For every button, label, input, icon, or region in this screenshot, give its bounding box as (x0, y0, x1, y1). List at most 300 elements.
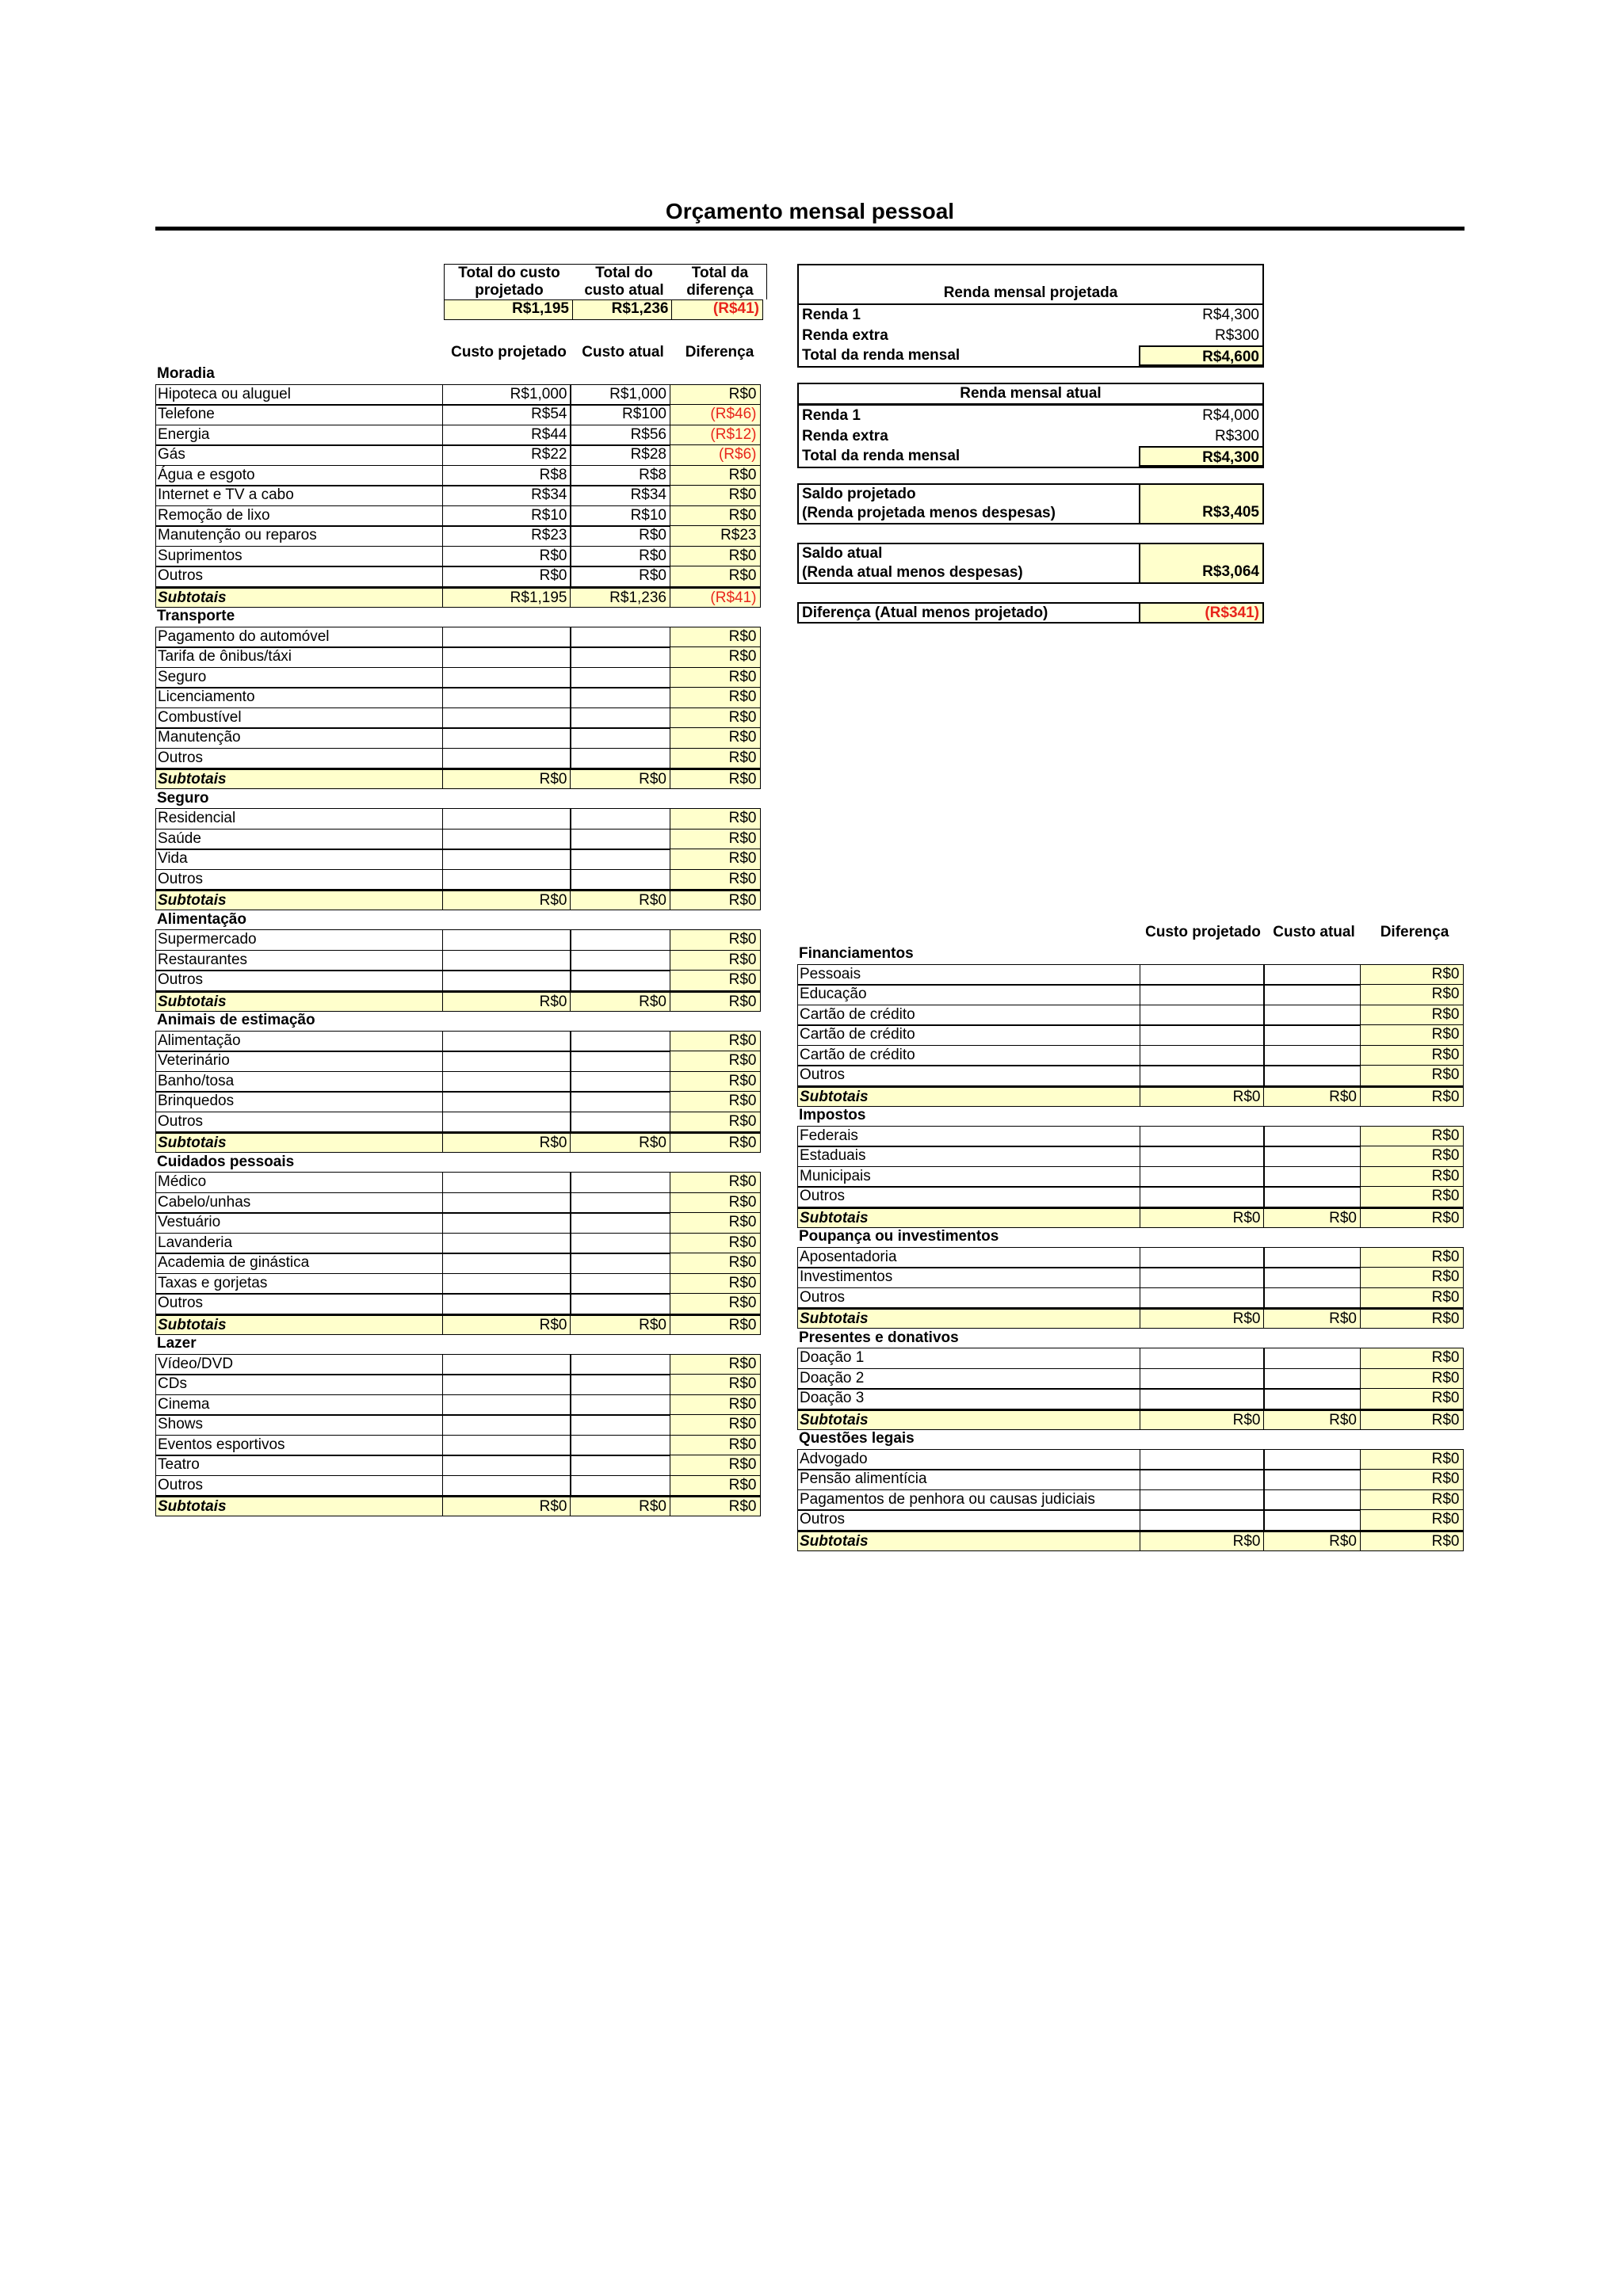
row-label: Doação 3 (797, 1388, 1140, 1409)
projected-cost-cell[interactable] (1140, 1146, 1265, 1167)
difference-cell[interactable]: R$0 (1360, 1065, 1464, 1086)
subtotal-difference[interactable]: R$0 (1360, 1409, 1464, 1430)
projected-cost-cell[interactable] (1140, 1469, 1265, 1490)
subtotal-actual[interactable]: R$0 (1263, 1207, 1361, 1228)
subtotal-actual[interactable]: R$0 (1263, 1307, 1361, 1329)
actual-cost-cell[interactable]: R$28 (570, 444, 670, 466)
difference-cell[interactable]: R$0 (1360, 1045, 1464, 1066)
actual-cost-cell[interactable] (570, 1475, 670, 1497)
projected-cost-cell[interactable] (1140, 1126, 1265, 1147)
actual-cost-cell[interactable] (1263, 1469, 1361, 1490)
difference-cell[interactable]: R$0 (670, 1273, 761, 1295)
actual-balance-value[interactable]: R$3,064 (1139, 544, 1262, 582)
actual-cost-cell[interactable] (1263, 1267, 1361, 1288)
projected-cost-cell[interactable] (442, 1172, 571, 1193)
row-label: Suprimentos (155, 546, 443, 567)
projected-cost-cell[interactable] (442, 1455, 571, 1476)
actual-cost-cell[interactable] (1263, 1388, 1361, 1409)
difference-cell[interactable]: R$0 (670, 1172, 761, 1193)
actual-cost-cell[interactable] (570, 970, 670, 991)
actual-cost-cell[interactable] (570, 667, 670, 688)
header-actual: Custo atual (1273, 924, 1355, 940)
row-label: Outros (797, 1065, 1140, 1086)
actual-cost-cell[interactable] (1263, 1247, 1361, 1268)
income-total-label: Total da renda mensal (802, 347, 960, 364)
subtotal-actual[interactable]: R$0 (570, 1131, 670, 1153)
difference-cell[interactable]: R$0 (1360, 1469, 1464, 1490)
table-row (797, 984, 1462, 1005)
subtotal-row (155, 768, 759, 788)
difference-cell[interactable]: R$0 (1360, 1388, 1464, 1409)
actual-cost-cell[interactable] (570, 687, 670, 708)
subtotal-projected[interactable]: R$0 (1140, 1409, 1265, 1430)
actual-cost-cell[interactable] (1263, 1287, 1361, 1309)
actual-cost-cell[interactable] (570, 1172, 670, 1193)
difference-cell[interactable]: R$0 (670, 727, 761, 749)
projected-cost-cell[interactable] (442, 1414, 571, 1436)
row-label: Restaurantes (155, 950, 443, 971)
projected-cost-cell[interactable] (1140, 1267, 1265, 1288)
actual-cost-cell[interactable]: R$1,000 (570, 384, 670, 406)
subtotal-projected[interactable]: R$0 (1140, 1530, 1265, 1551)
difference-cell[interactable]: R$0 (1360, 1449, 1464, 1470)
difference-cell[interactable]: R$0 (1360, 1348, 1464, 1369)
subtotal-actual[interactable]: R$0 (1263, 1409, 1361, 1430)
projected-cost-cell[interactable] (442, 646, 571, 668)
projected-cost-cell[interactable] (442, 627, 571, 648)
difference-cell[interactable]: R$0 (670, 950, 761, 971)
difference-cell[interactable]: R$0 (670, 808, 761, 830)
projected-balance-value[interactable]: R$3,405 (1139, 485, 1262, 523)
actual-cost-cell[interactable] (570, 748, 670, 769)
difference-cell[interactable]: R$0 (670, 1031, 761, 1052)
actual-cost-cell[interactable] (570, 1253, 670, 1274)
row-label: Cabelo/unhas (155, 1192, 443, 1214)
table-row (155, 1435, 759, 1455)
actual-cost-cell[interactable]: R$10 (570, 505, 670, 527)
actual-cost-cell[interactable] (570, 1414, 670, 1436)
projected-cost-cell[interactable] (442, 1394, 571, 1416)
actual-cost-cell[interactable] (1263, 1146, 1361, 1167)
difference-cell[interactable]: R$0 (1360, 1509, 1464, 1531)
subtotal-row (797, 1207, 1462, 1227)
difference-cell[interactable]: R$0 (670, 869, 761, 891)
projected-cost-cell[interactable] (1140, 964, 1265, 986)
actual-cost-cell[interactable] (570, 1091, 670, 1112)
subtotal-row (797, 1530, 1462, 1550)
actual-cost-cell[interactable] (570, 1374, 670, 1395)
projected-cost-cell[interactable] (442, 1091, 571, 1112)
row-label: Outros (155, 748, 443, 769)
income-total-value[interactable]: R$4,300 (1139, 446, 1262, 467)
actual-cost-cell[interactable]: R$56 (570, 425, 670, 446)
difference-cell[interactable]: R$0 (670, 667, 761, 688)
difference-cell[interactable]: R$0 (1360, 1287, 1464, 1309)
table-row (155, 929, 759, 950)
difference-cell[interactable]: R$23 (670, 525, 761, 547)
projected-cost-cell[interactable] (442, 1475, 571, 1497)
projected-cost-cell[interactable] (442, 1374, 571, 1395)
table-row (155, 707, 759, 728)
table-row (155, 425, 759, 445)
subtotal-projected[interactable]: R$0 (1140, 1085, 1265, 1107)
actual-balance-label: Saldo atual (802, 545, 883, 562)
difference-cell[interactable]: R$0 (1360, 1024, 1464, 1046)
projected-cost-cell[interactable] (442, 1233, 571, 1254)
projected-cost-cell[interactable] (442, 1071, 571, 1093)
actual-cost-cell[interactable] (1263, 1045, 1361, 1066)
section-title-presentes-e-donativos: Presentes e donativos (799, 1329, 959, 1346)
projected-cost-cell[interactable] (442, 1212, 571, 1234)
subtotal-projected[interactable]: R$0 (442, 889, 571, 910)
summary-difference[interactable]: (R$41) (671, 299, 763, 320)
difference-cell[interactable]: R$0 (670, 566, 761, 587)
projected-cost-cell[interactable] (1140, 1449, 1265, 1470)
table-row (155, 1091, 759, 1112)
actual-cost-cell[interactable] (1263, 1065, 1361, 1086)
summary-actual[interactable]: R$1,236 (572, 299, 673, 320)
projected-cost-cell[interactable] (442, 1293, 571, 1314)
projected-cost-cell[interactable] (1140, 1166, 1265, 1188)
projected-cost-cell[interactable] (1140, 1186, 1265, 1207)
header-projected: Custo projetado (1145, 924, 1261, 940)
actual-cost-cell[interactable] (570, 1031, 670, 1052)
difference-cell[interactable]: R$0 (670, 546, 761, 567)
actual-cost-cell[interactable] (570, 1233, 670, 1254)
row-label: Tarifa de ônibus/táxi (155, 646, 443, 668)
projected-cost-cell[interactable] (1140, 1045, 1265, 1066)
table-row (797, 1247, 1462, 1268)
projected-cost-cell[interactable] (442, 1031, 571, 1052)
subtotal-difference[interactable]: R$0 (1360, 1085, 1464, 1107)
projected-cost-cell[interactable] (442, 849, 571, 870)
subtotal-difference[interactable]: R$0 (670, 768, 761, 789)
projected-cost-cell[interactable] (1140, 1005, 1265, 1026)
actual-cost-cell[interactable] (570, 627, 670, 648)
subtotal-projected[interactable]: R$0 (442, 768, 571, 789)
projected-cost-cell[interactable]: R$0 (442, 546, 571, 567)
projected-cost-cell[interactable] (442, 950, 571, 971)
actual-cost-cell[interactable] (570, 829, 670, 850)
difference-cell[interactable]: R$0 (1360, 1489, 1464, 1511)
actual-cost-cell[interactable] (570, 1293, 670, 1314)
projected-cost-cell[interactable] (442, 970, 571, 991)
difference-cell[interactable]: R$0 (670, 849, 761, 870)
subtotal-difference[interactable]: R$0 (670, 1314, 761, 1335)
actual-cost-cell[interactable] (1263, 1005, 1361, 1026)
subtotal-label: Subtotais (155, 1314, 443, 1335)
actual-cost-cell[interactable] (570, 1394, 670, 1416)
summary-projected[interactable]: R$1,195 (444, 299, 573, 320)
projected-cost-cell[interactable] (442, 1051, 571, 1072)
income-total-value[interactable]: R$4,600 (1139, 345, 1262, 366)
actual-cost-cell[interactable] (1263, 964, 1361, 986)
projected-cost-cell[interactable] (442, 808, 571, 830)
projected-cost-cell[interactable]: R$23 (442, 525, 571, 547)
section-title-seguro: Seguro (157, 789, 209, 807)
difference-cell[interactable]: R$0 (670, 627, 761, 648)
projected-cost-cell[interactable] (442, 667, 571, 688)
subtotal-actual[interactable]: R$0 (570, 990, 670, 1012)
difference-cell[interactable]: R$0 (670, 1455, 761, 1476)
table-row (155, 1394, 759, 1415)
difference-cell[interactable]: R$0 (1360, 964, 1464, 986)
subtotal-difference[interactable]: R$0 (670, 990, 761, 1012)
projected-cost-cell[interactable]: R$1,000 (442, 384, 571, 406)
subtotal-actual[interactable]: R$1,236 (570, 586, 670, 608)
income-value[interactable]: R$4,000 (1202, 407, 1259, 424)
actual-cost-cell[interactable] (1263, 1126, 1361, 1147)
row-label: Combustível (155, 707, 443, 729)
subtotal-row (155, 1314, 759, 1334)
actual-cost-cell[interactable] (570, 1354, 670, 1375)
projected-cost-cell[interactable] (1140, 1065, 1265, 1086)
subtotal-actual[interactable]: R$0 (1263, 1085, 1361, 1107)
actual-cost-cell[interactable] (570, 1212, 670, 1234)
actual-cost-cell[interactable] (570, 707, 670, 729)
subtotal-actual[interactable]: R$0 (570, 768, 670, 789)
actual-cost-cell[interactable] (570, 849, 670, 870)
projected-cost-cell[interactable] (1140, 1368, 1265, 1390)
actual-cost-cell[interactable] (570, 1192, 670, 1214)
table-row (155, 808, 759, 829)
actual-cost-cell[interactable] (1263, 1024, 1361, 1046)
difference-cell[interactable]: R$0 (1360, 1247, 1464, 1268)
table-row (797, 1186, 1462, 1207)
table-row (155, 384, 759, 405)
difference-cell[interactable]: R$0 (670, 1091, 761, 1112)
table-row (155, 1212, 759, 1233)
actual-cost-cell[interactable] (1263, 1166, 1361, 1188)
section-title-impostos: Impostos (799, 1107, 866, 1123)
row-label: Outros (797, 1509, 1140, 1531)
projected-balance-label: Saldo projetado (802, 486, 916, 502)
difference-cell[interactable]: R$0 (670, 1354, 761, 1375)
difference-cell[interactable]: R$0 (670, 707, 761, 729)
row-label: Supermercado (155, 929, 443, 951)
difference-cell[interactable]: R$0 (670, 1112, 761, 1133)
actual-cost-cell[interactable] (570, 1112, 670, 1133)
income-value[interactable]: R$300 (1215, 326, 1259, 344)
row-label: Taxas e gorjetas (155, 1273, 443, 1295)
actual-cost-cell[interactable] (1263, 1509, 1361, 1531)
projected-cost-cell[interactable] (442, 707, 571, 729)
actual-income-panel (797, 383, 1264, 468)
difference-cell[interactable]: R$0 (1360, 1267, 1464, 1288)
projected-cost-cell[interactable] (1140, 1024, 1265, 1046)
row-label: Gás (155, 444, 443, 466)
subtotal-label: Subtotais (797, 1530, 1140, 1551)
subtotal-projected[interactable]: R$0 (442, 1131, 571, 1153)
actual-cost-cell[interactable] (570, 727, 670, 749)
difference-cell[interactable]: R$0 (670, 970, 761, 991)
subtotal-difference[interactable]: R$0 (1360, 1530, 1464, 1551)
subtotal-actual[interactable]: R$0 (570, 1495, 670, 1516)
subtotal-difference[interactable]: R$0 (670, 1495, 761, 1516)
subtotal-projected[interactable]: R$0 (1140, 1307, 1265, 1329)
subtotal-row (155, 990, 759, 1011)
projected-cost-cell[interactable] (1140, 984, 1265, 1005)
difference-cell[interactable]: R$0 (670, 1293, 761, 1314)
subtotal-projected[interactable]: R$0 (442, 1495, 571, 1516)
projected-cost-cell[interactable]: R$34 (442, 485, 571, 506)
projected-cost-cell[interactable] (442, 727, 571, 749)
subtotal-difference[interactable]: R$0 (1360, 1307, 1464, 1329)
projected-cost-cell[interactable] (442, 687, 571, 708)
difference-cell[interactable]: R$0 (670, 929, 761, 951)
difference-cell[interactable]: R$0 (670, 1475, 761, 1497)
difference-cell[interactable]: R$0 (670, 1374, 761, 1395)
subtotal-actual[interactable]: R$0 (570, 1314, 670, 1335)
row-label: Vídeo/DVD (155, 1354, 443, 1375)
difference-cell[interactable]: R$0 (1360, 984, 1464, 1005)
projected-cost-cell[interactable] (442, 929, 571, 951)
projected-cost-cell[interactable] (442, 1112, 571, 1133)
difference-cell[interactable]: R$0 (670, 687, 761, 708)
difference-value[interactable]: (R$341) (1139, 604, 1262, 622)
actual-balance (797, 543, 1264, 584)
projected-cost-cell[interactable] (442, 1273, 571, 1295)
difference-cell[interactable]: (R$46) (670, 404, 761, 425)
actual-cost-cell[interactable] (1263, 1368, 1361, 1390)
difference-cell[interactable]: R$0 (670, 1071, 761, 1093)
summary-totals (444, 264, 767, 318)
difference-cell[interactable]: R$0 (1360, 1368, 1464, 1390)
difference-cell[interactable]: R$0 (1360, 1005, 1464, 1026)
subtotal-projected[interactable]: R$0 (442, 1314, 571, 1335)
difference-cell[interactable]: R$0 (670, 1233, 761, 1254)
actual-cost-cell[interactable]: R$0 (570, 525, 670, 547)
row-label: Doação 2 (797, 1368, 1140, 1390)
subtotal-difference[interactable]: R$0 (1360, 1207, 1464, 1228)
difference-cell[interactable]: R$0 (670, 384, 761, 406)
difference-cell[interactable]: R$0 (670, 1051, 761, 1072)
projected-cost-cell[interactable] (1140, 1388, 1265, 1409)
difference-cell[interactable]: R$0 (670, 1212, 761, 1234)
difference-cell[interactable]: R$0 (670, 748, 761, 769)
difference-cell[interactable]: R$0 (670, 646, 761, 668)
difference-cell[interactable]: R$0 (670, 1253, 761, 1274)
actual-cost-cell[interactable] (570, 646, 670, 668)
difference-cell[interactable]: R$0 (670, 1435, 761, 1456)
projected-cost-cell[interactable] (442, 1354, 571, 1375)
actual-cost-cell[interactable] (1263, 1489, 1361, 1511)
actual-cost-cell[interactable] (1263, 1449, 1361, 1470)
difference-row (797, 602, 1264, 624)
subtotal-row (155, 1495, 759, 1516)
row-label: Banho/tosa (155, 1071, 443, 1093)
subtotal-difference[interactable]: R$0 (670, 889, 761, 910)
table-row (155, 748, 759, 769)
actual-cost-cell[interactable] (570, 1273, 670, 1295)
projected-cost-cell[interactable]: R$8 (442, 465, 571, 486)
actual-cost-cell[interactable]: R$0 (570, 546, 670, 567)
projected-cost-cell[interactable] (442, 1192, 571, 1214)
actual-cost-cell[interactable] (570, 950, 670, 971)
table-row (155, 1374, 759, 1394)
actual-cost-cell[interactable]: R$100 (570, 404, 670, 425)
difference-cell[interactable]: R$0 (1360, 1146, 1464, 1167)
actual-cost-cell[interactable] (1263, 1348, 1361, 1369)
projected-cost-cell[interactable]: R$0 (442, 566, 571, 587)
actual-cost-cell[interactable] (570, 1051, 670, 1072)
actual-cost-cell[interactable]: R$0 (570, 566, 670, 587)
difference-cell[interactable]: R$0 (670, 1192, 761, 1214)
section-title-lazer: Lazer (157, 1335, 197, 1352)
subtotal-projected[interactable]: R$0 (442, 990, 571, 1012)
projected-cost-cell[interactable]: R$22 (442, 444, 571, 466)
subtotal-projected[interactable]: R$0 (1140, 1207, 1265, 1228)
difference-cell[interactable]: R$0 (1360, 1126, 1464, 1147)
table-row (155, 546, 759, 566)
difference-cell[interactable]: R$0 (670, 485, 761, 506)
row-label: Residencial (155, 808, 443, 830)
subtotal-projected[interactable]: R$1,195 (442, 586, 571, 608)
actual-cost-cell[interactable] (570, 929, 670, 951)
projected-cost-cell[interactable]: R$44 (442, 425, 571, 446)
difference-cell[interactable]: R$0 (1360, 1186, 1464, 1207)
difference-cell[interactable]: R$0 (670, 829, 761, 850)
section-title-alimentacao: Alimentação (157, 910, 246, 928)
difference-cell[interactable]: R$0 (670, 465, 761, 486)
actual-cost-cell[interactable] (1263, 984, 1361, 1005)
projected-cost-cell[interactable] (442, 1253, 571, 1274)
table-row (155, 404, 759, 425)
row-label: Licenciamento (155, 687, 443, 708)
header-projected: Custo projetado (451, 344, 567, 360)
actual-cost-cell[interactable] (570, 808, 670, 830)
subtotal-difference[interactable]: R$0 (670, 1131, 761, 1153)
projected-cost-cell[interactable] (442, 869, 571, 891)
projected-cost-cell[interactable] (1140, 1247, 1265, 1268)
actual-cost-cell[interactable]: R$34 (570, 485, 670, 506)
section-title-transporte: Transporte (157, 608, 235, 624)
subtotal-actual[interactable]: R$0 (570, 889, 670, 910)
subtotal-actual[interactable]: R$0 (1263, 1530, 1361, 1551)
projected-cost-cell[interactable] (1140, 1489, 1265, 1511)
difference-cell[interactable]: R$0 (670, 505, 761, 527)
difference-cell[interactable]: (R$12) (670, 425, 761, 446)
projected-cost-cell[interactable]: R$10 (442, 505, 571, 527)
actual-cost-cell[interactable]: R$8 (570, 465, 670, 486)
actual-cost-cell[interactable] (570, 1455, 670, 1476)
actual-cost-cell[interactable] (570, 1435, 670, 1456)
actual-cost-cell[interactable] (1263, 1186, 1361, 1207)
difference-cell[interactable]: R$0 (1360, 1166, 1464, 1188)
table-row (155, 1293, 759, 1314)
projected-cost-cell[interactable]: R$54 (442, 404, 571, 425)
summary-header-actual: Total do custo atual (584, 265, 664, 299)
table-row (155, 646, 759, 667)
difference-cell[interactable]: R$0 (670, 1414, 761, 1436)
row-label: Pessoais (797, 964, 1140, 986)
income-value[interactable]: R$4,300 (1202, 307, 1259, 323)
income-value[interactable]: R$300 (1215, 427, 1259, 444)
projected-cost-cell[interactable] (442, 748, 571, 769)
difference-cell[interactable]: R$0 (670, 1394, 761, 1416)
projected-cost-cell[interactable] (442, 829, 571, 850)
projected-cost-cell[interactable] (1140, 1509, 1265, 1531)
projected-cost-cell[interactable] (442, 1435, 571, 1456)
subtotal-difference[interactable]: (R$41) (670, 586, 761, 608)
actual-cost-cell[interactable] (570, 869, 670, 891)
projected-cost-cell[interactable] (1140, 1348, 1265, 1369)
difference-cell[interactable]: (R$6) (670, 444, 761, 466)
actual-cost-cell[interactable] (570, 1071, 670, 1093)
table-row (155, 485, 759, 505)
table-row (797, 1267, 1462, 1287)
projected-cost-cell[interactable] (1140, 1287, 1265, 1309)
